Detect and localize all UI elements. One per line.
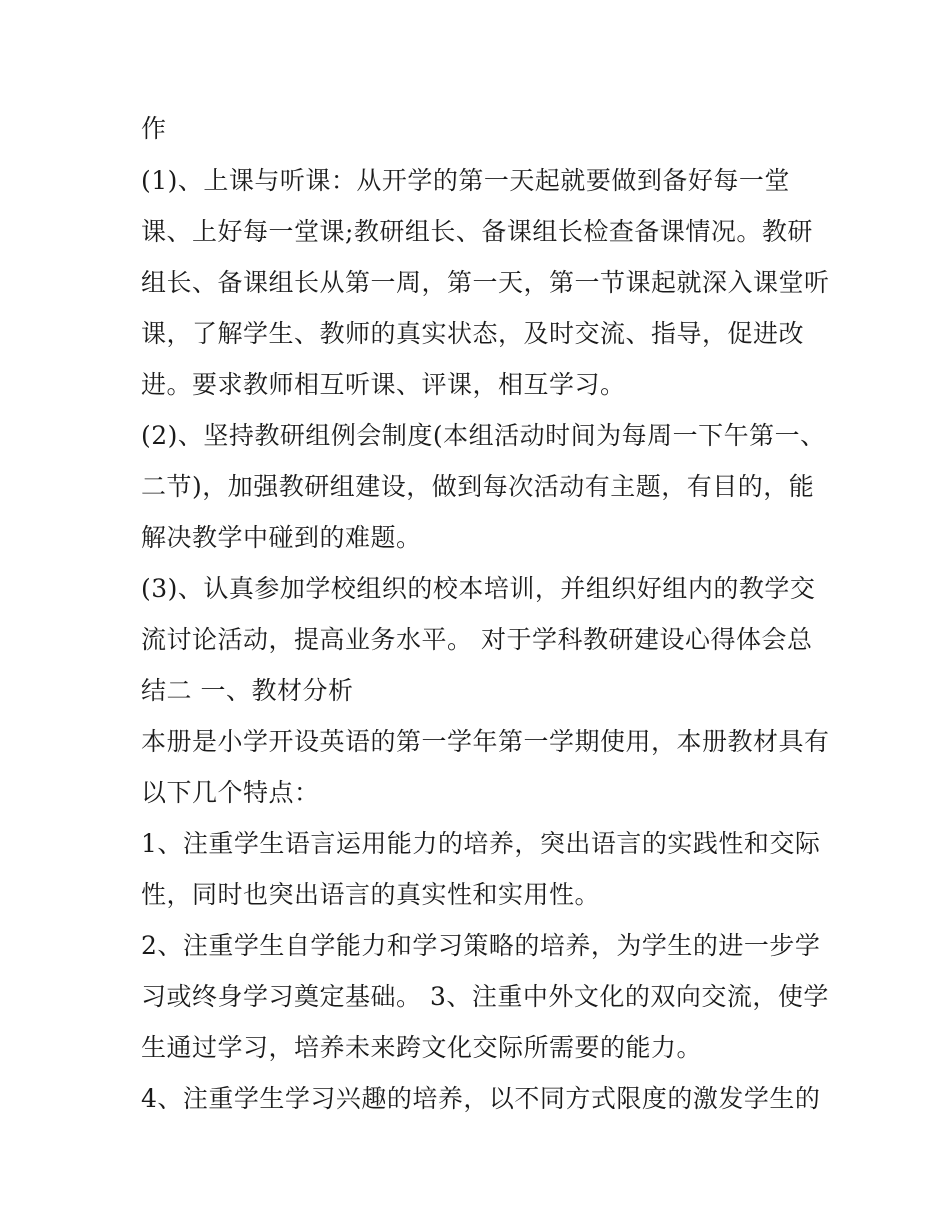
text-line: 进。要求教师相互听课、评课，相互学习。	[141, 370, 626, 399]
text-line: 本册是小学开设英语的第一学年第一学期使用，本册教材具有	[141, 727, 830, 756]
text-line: 二节)，加强教研组建设，做到每次活动有主题，有目的，能	[141, 472, 815, 501]
text-line: 4、注重学生学习兴趣的培养，以不同方式限度的激发学生的	[141, 1084, 821, 1113]
text-line: 性，同时也突出语言的真实性和实用性。	[141, 880, 601, 909]
text-line: (2)、坚持教研组例会制度(本组活动时间为每周一下午第一、	[141, 421, 826, 450]
text-line: 课、上好每一堂课;教研组长、备课组长检查备课情况。教研	[141, 217, 813, 246]
text-line: 1、注重学生语言运用能力的培养，突出语言的实践性和交际	[141, 829, 821, 858]
text-line: 组长、备课组长从第一周，第一天，第一节课起就深入课堂听	[141, 268, 830, 297]
text-line: 课，了解学生、教师的真实状态，及时交流、指导，促进改	[141, 319, 805, 348]
text-line: 解决教学中碰到的难题。	[141, 523, 422, 552]
text-line: 习或终身学习奠定基础。 3、注重中外文化的双向交流，使学	[141, 982, 829, 1011]
text-line: 作	[141, 114, 167, 143]
text-line: 结二 一、教材分析	[141, 676, 354, 705]
text-line: 流讨论活动，提高业务水平。 对于学科教研建设心得体会总	[141, 625, 813, 654]
text-line: (1)、上课与听课：从开学的第一天起就要做到备好每一堂	[141, 166, 790, 195]
text-line: 生通过学习，培养未来跨文化交际所需要的能力。	[141, 1033, 703, 1062]
text-line: (3)、认真参加学校组织的校本培训，并组织好组内的教学交	[141, 574, 816, 603]
text-line: 2、注重学生自学能力和学习策略的培养，为学生的进一步学	[141, 931, 821, 960]
text-line: 以下几个特点：	[141, 778, 320, 807]
